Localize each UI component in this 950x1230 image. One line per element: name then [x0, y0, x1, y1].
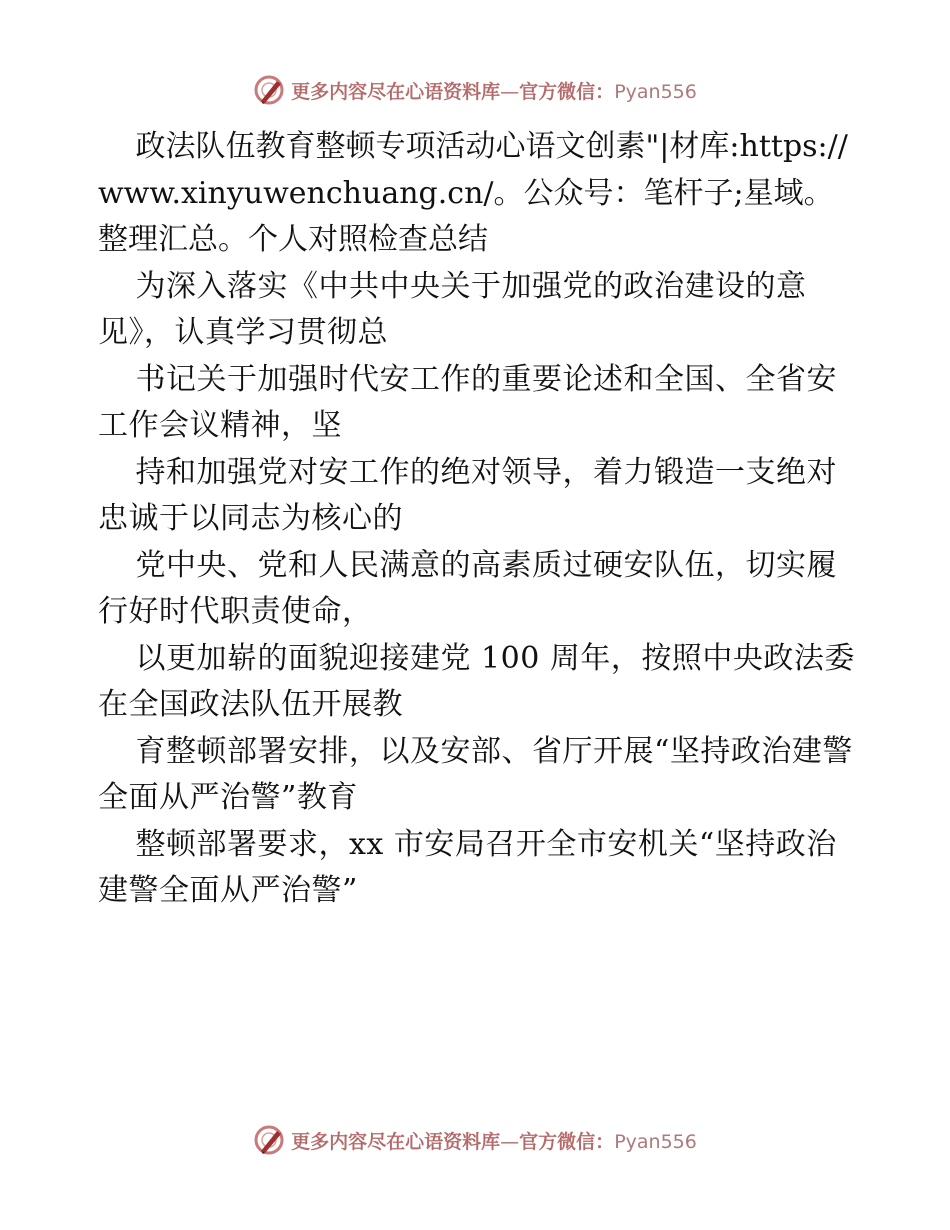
document-body [98, 124, 858, 915]
watermark-contact-id: Pyan556 [614, 1130, 697, 1153]
watermark-contact-label: 官方微信： [519, 80, 615, 103]
watermark-text [291, 77, 697, 104]
paragraph-5: 党中央、党和人民满意的高素质过硬安队伍，切实履行好时代职责使命， [98, 547, 837, 629]
pen-circle-logo-icon [253, 73, 287, 107]
paragraph-6: 以更加崭的面貌迎接建党 100 周年，按照中央政法委在全国政法队伍开展教 [98, 640, 855, 722]
paragraph-4: 持和加强党对安工作的绝对领导，着力锻造一支绝对忠诚于以同志为核心的 [98, 454, 837, 536]
footer-watermark-banner [0, 1120, 950, 1160]
watermark-text [291, 1127, 697, 1154]
paragraph-2: 为深入落实《中共中央关于加强党的政治建设的意见》，认真学习贯彻总 [98, 268, 807, 350]
pen-circle-logo-icon [253, 1123, 287, 1157]
header-watermark-banner [0, 70, 950, 110]
watermark-dash: — [500, 80, 520, 103]
watermark-site-text: 更多内容尽在心语资料库 [291, 1130, 501, 1153]
watermark-contact-label: 官方微信： [519, 1130, 615, 1153]
paragraph-8: 整顿部署要求，xx 市安局召开全市安机关“坚持政治建警全面从严治警” [98, 826, 837, 908]
watermark-dash: — [500, 1130, 520, 1153]
paragraph-1: 政法队伍教育整顿专项活动心语文创素"|材库:https://www.xinyuwenchuang.cn/。公众号：笔杆子;星域。整理汇总。个人对照检查总结 [98, 129, 848, 257]
watermark-contact-id: Pyan556 [614, 80, 697, 103]
paragraph-3: 书记关于加强时代安工作的重要论述和全国、全省安工作会议精神，坚 [98, 361, 837, 443]
paragraph-7: 育整顿部署安排，以及安部、省厅开展“坚持政治建警全面从严治警”教育 [98, 733, 853, 815]
watermark-site-text: 更多内容尽在心语资料库 [291, 80, 501, 103]
